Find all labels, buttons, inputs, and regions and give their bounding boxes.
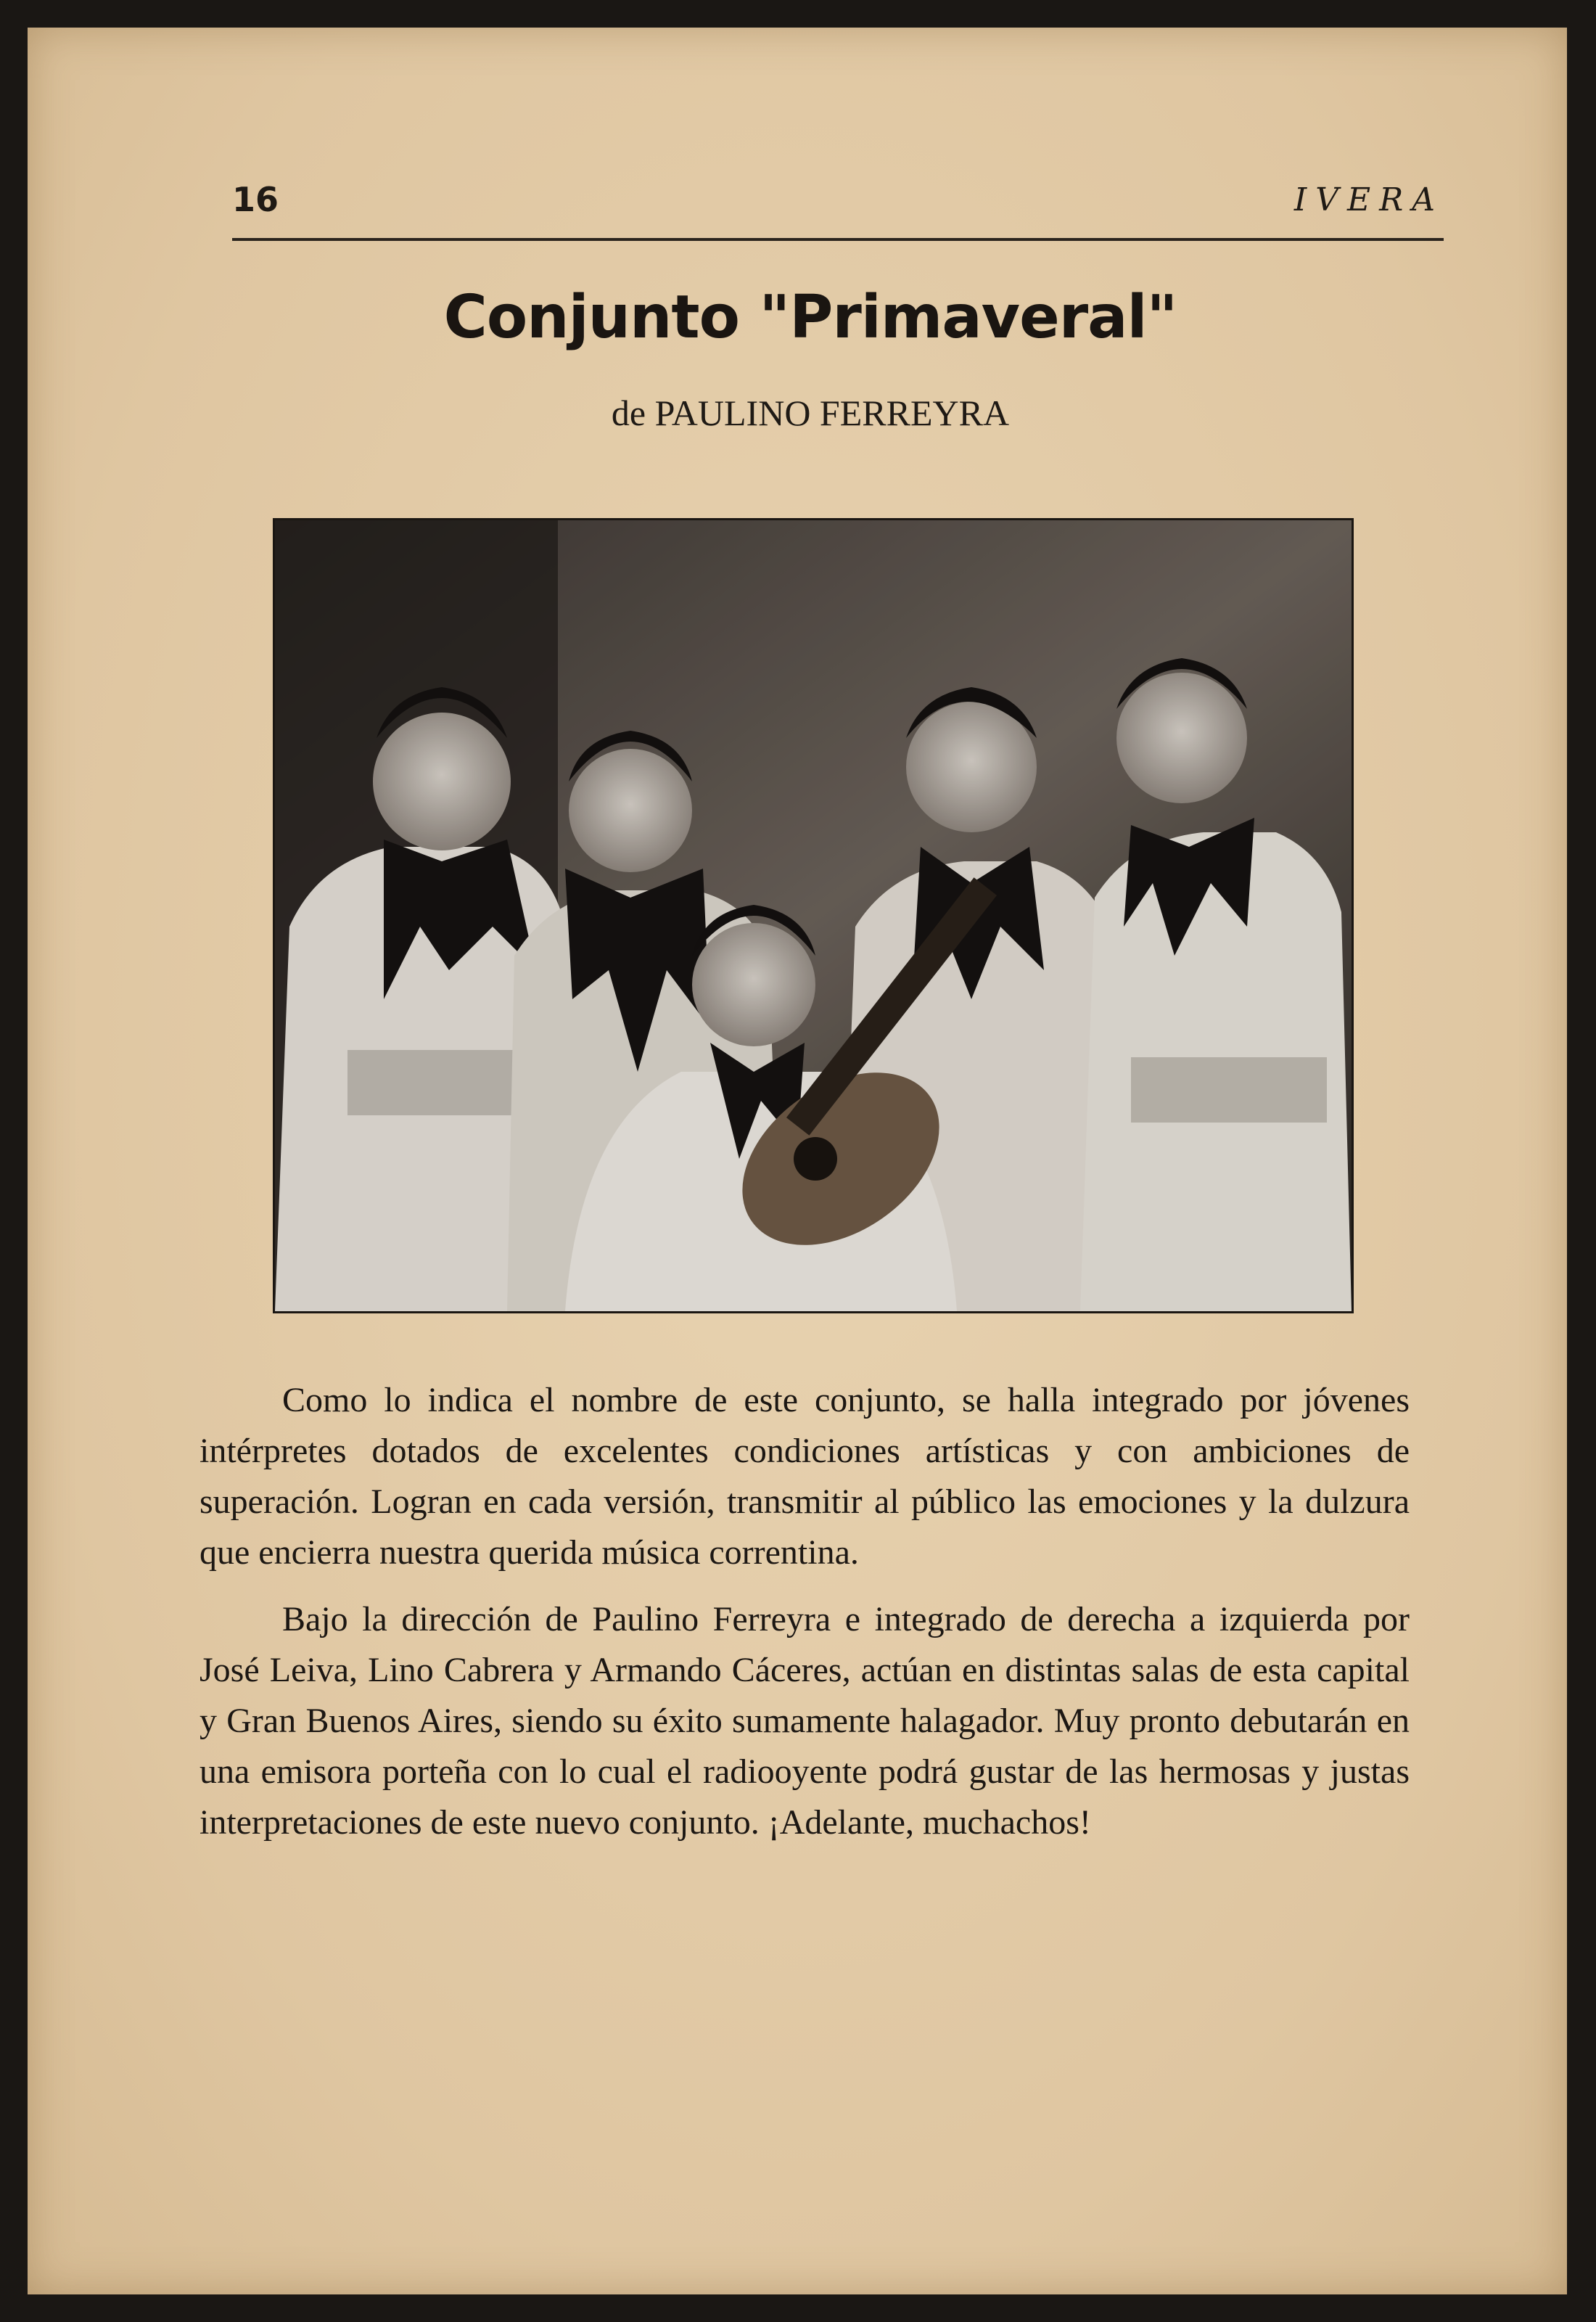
group-photo [273, 518, 1354, 1313]
article-byline: de PAULINO FERREYRA [611, 393, 1010, 433]
page-number: 16 [232, 180, 279, 219]
magazine-name: IVERA [1293, 181, 1444, 218]
article-title: Conjunto "Primaveral" [443, 283, 1177, 352]
paragraph-1: Como lo indica el nombre de este conjunto, se halla integrado por jóvenes intérpretes dotados de excelentes condiciones artísticas y con ambiciones de superación. Logran en cada versión, transmitir al público las emociones y la dulzura que encierra nuestra querida música correntina. [200, 1381, 1410, 1572]
group-photo-image [275, 520, 1352, 1311]
paragraph-2: Bajo la dirección de Paulino Ferreyra e integrado de derecha a izquierda por José Leiva, Lino Cabrera y Armando Cáceres, actúan en distintas salas de esta capital y Gran Buenos Aires, siendo su éxito sumamente halagador. Muy pronto debutarán en una emisora porteña con lo cual el radiooyente podrá gustar de las hermosas y justas interpretaciones de este nuevo conjunto. ¡Adelante, muchachos! [200, 1600, 1410, 1842]
page-header [232, 173, 1444, 241]
article-body [200, 1375, 1410, 1864]
